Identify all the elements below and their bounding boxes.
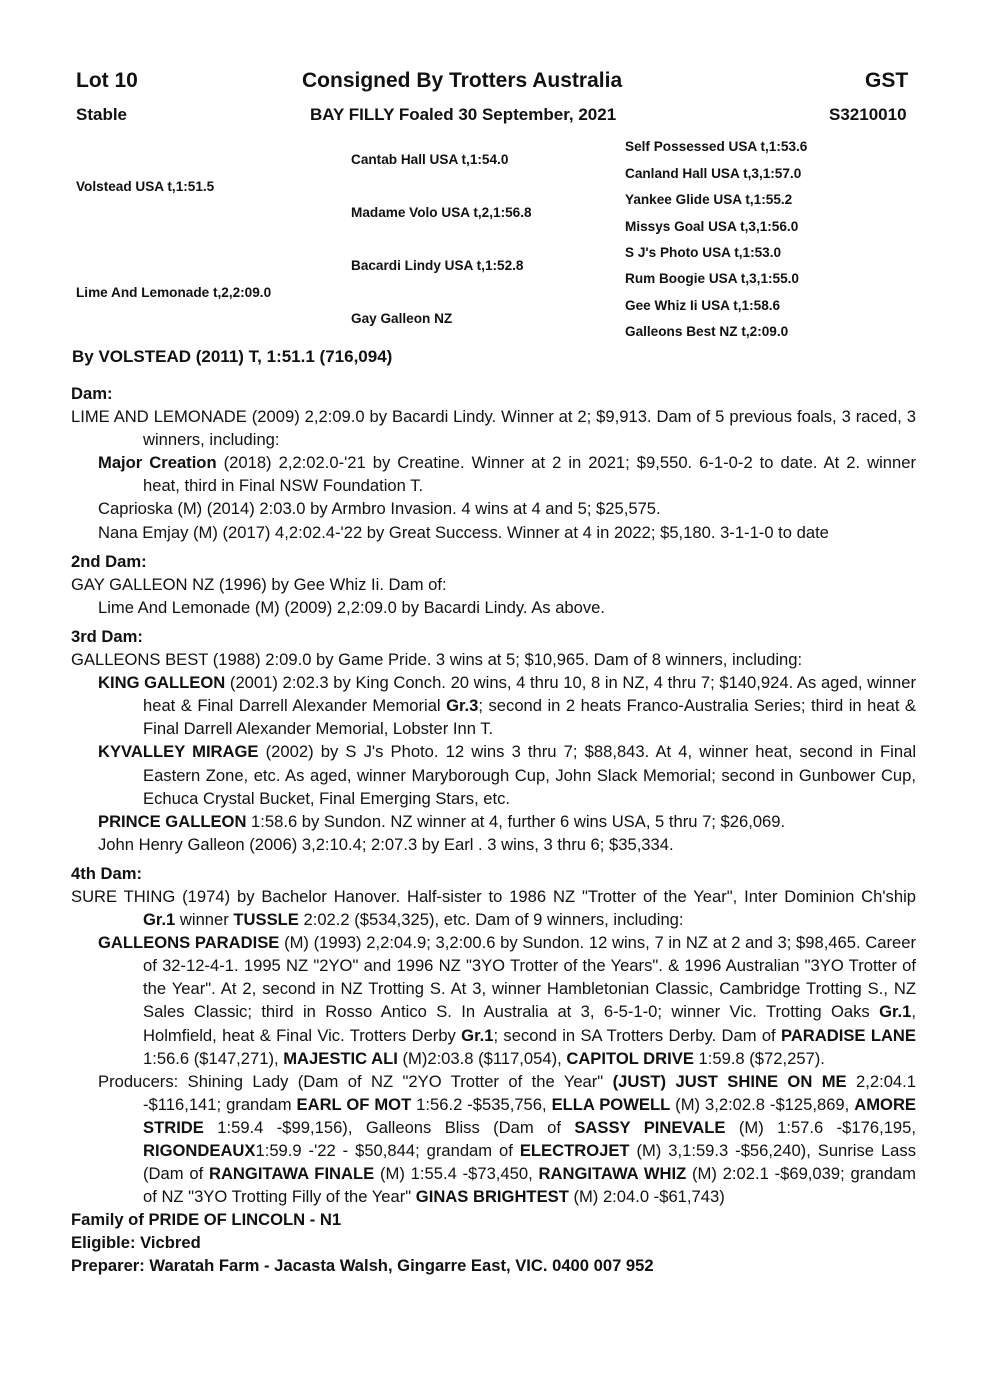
pedigree-g1: Self Possessed USA t,1:53.6 bbox=[625, 139, 808, 154]
sire-line: By VOLSTEAD (2011) T, 1:51.1 (716,094) bbox=[72, 347, 393, 366]
dam3-progeny-4: John Henry Galleon (2006) 3,2:10.4; 2:07.3 by Earl . 3 wins, 3 thru 6; $35,334. bbox=[98, 834, 674, 854]
pedigree-g2: Canland Hall USA t,3,1:57.0 bbox=[625, 166, 802, 181]
progeny-name: CAPITOL DRIVE bbox=[566, 1048, 694, 1068]
progeny-name: RANGITAWA FINALE bbox=[208, 1164, 375, 1184]
horse-description: BAY FILLY Foaled 30 September, 2021 bbox=[310, 105, 617, 124]
pedigree-g5: S J's Photo USA t,1:53.0 bbox=[625, 245, 782, 260]
group-badge: Gr.3 bbox=[446, 696, 479, 716]
pedigree-dam-dam: Gay Galleon NZ bbox=[351, 311, 453, 326]
progeny-name: GALLEONS PARADISE bbox=[98, 933, 280, 953]
progeny-name: PARADISE LANE bbox=[780, 1025, 916, 1045]
dam-progeny-3: Nana Emjay (M) (2017) 4,2:02.4-'22 by Great Success. Winner at 4 in 2022; $5,180. 3-1-1-0 to date bbox=[98, 522, 829, 542]
consignor: Consigned By Trotters Australia bbox=[302, 69, 623, 92]
pedigree-g6: Rum Boogie USA t,3,1:55.0 bbox=[625, 271, 799, 286]
progeny-name: KYVALLEY MIRAGE bbox=[98, 742, 259, 762]
preparer-line: Preparer: Waratah Farm - Jacasta Walsh, Gingarre East, VIC. 0400 007 952 bbox=[71, 1256, 654, 1276]
dam4-heading: 4th Dam: bbox=[71, 863, 142, 883]
progeny-name: PRINCE GALLEON bbox=[98, 811, 247, 831]
stable-label: Stable bbox=[76, 105, 128, 124]
pedigree-g3: Yankee Glide USA t,1:55.2 bbox=[625, 192, 793, 207]
pedigree-g8: Galleons Best NZ t,2:09.0 bbox=[625, 324, 789, 339]
progeny-name: ELECTROJET bbox=[519, 1141, 630, 1160]
progeny-name: AMORE STRIDE bbox=[143, 1094, 916, 1137]
progeny-name: KING GALLEON bbox=[98, 673, 226, 693]
progeny-name: EARL OF MOT bbox=[296, 1094, 412, 1114]
gst-label: GST bbox=[865, 69, 909, 92]
lot-code: S3210010 bbox=[829, 105, 907, 124]
progeny-name: Major Creation bbox=[98, 453, 217, 473]
catalogue-body bbox=[71, 378, 916, 1278]
lot-number: Lot 10 bbox=[76, 69, 138, 92]
pedigree-g4: Missys Goal USA t,3,1:56.0 bbox=[625, 219, 799, 234]
group-badge: Gr.1 bbox=[143, 910, 176, 930]
progeny-name: ELLA POWELL bbox=[551, 1094, 671, 1114]
dam3-progeny-2: KYVALLEY MIRAGE (2002) by S J's Photo. 12 wins 3 thru 7; $88,843. At 4, winner heat, second in Final Eastern Zone, etc. As aged, winner Maryborough Cup, John Slack Memorial; second in Gunbower Cup, Echuca Crystal Bucket, Final Emerging Stars, etc. bbox=[98, 742, 916, 808]
dam3-intro: GALLEONS BEST (1988) 2:09.0 by Game Pride. 3 wins at 5; $10,965. Dam of 8 winners, including: bbox=[71, 650, 803, 670]
dam-progeny-1: Major Creation (2018) 2,2:02.0-'21 by Creatine. Winner at 2 in 2021; $9,550. 6-1-0-2 to date. At 2. winner heat, third in Final NSW Foundation T. bbox=[98, 453, 916, 496]
dam-progeny-2: Caprioska (M) (2014) 2:03.0 by Armbro Invasion. 4 wins at 4 and 5; $25,575. bbox=[98, 499, 661, 519]
dam4-progeny-1: GALLEONS PARADISE (M) (1993) 2,2:04.9; 3,2:00.6 by Sundon. 12 wins, 7 in NZ at 2 and 3; $98,465. Career of 32-12-4-1. 1995 NZ "2YO" and 1996 NZ "3YO Trotter of the Years". & 1996 Australian "3YO Trotter of the Year". At 2, second in NZ Trotting S. At 3, winner Hambletonian Classic, Cambridge Trotting S., NZ Sales Classic; third in Rosso Antico S. In Australia at 3, 6-5-1-0; winner Vic. Trotting Oaks Gr.1, Holmfield, heat & Final Vic. Trotters Derby Gr.1; second in SA Trotters Derby. Dam of PARADISE LANE 1:56.6 ($147,271), MAJESTIC ALI (M)2:03.8 ($117,054), CAPITOL DRIVE 1:59.8 ($72,257). bbox=[98, 933, 916, 1068]
dam3-heading: 3rd Dam: bbox=[71, 626, 143, 646]
dam3-progeny-3: PRINCE GALLEON 1:58.6 by Sundon. NZ winner at 4, further 6 wins USA, 5 thru 7; $26,069. bbox=[98, 811, 786, 831]
progeny-name: RANGITAWA WHIZ bbox=[538, 1164, 687, 1184]
progeny-name: (JUST) JUST SHINE ON ME bbox=[612, 1071, 847, 1091]
progeny-name: TUSSLE bbox=[233, 910, 299, 930]
progeny-name: GINAS BRIGHTEST bbox=[415, 1187, 569, 1207]
dam3-progeny-1: KING GALLEON (2001) 2:02.3 by King Conch. 20 wins, 4 thru 10, 8 in NZ, 4 thru 7; $140,924. As aged, winner heat & Final Darrell Alexander Memorial Gr.3; second in 2 heats Franco-Australia Series; third in heat & Final Darrell Alexander Memorial, Lobster Inn T. bbox=[98, 673, 916, 739]
dam2-intro: GAY GALLEON NZ (1996) by Gee Whiz Ii. Dam of: bbox=[71, 574, 447, 594]
progeny-name: SASSY PINEVALE bbox=[574, 1117, 726, 1137]
dam4-intro: SURE THING (1974) by Bachelor Hanover. Half-sister to 1986 NZ "Trotter of the Year", Inter Dominion Ch'ship Gr.1 winner TUSSLE 2:02.2 ($534,325), etc. Dam of 9 winners, including: bbox=[71, 886, 916, 930]
pedigree-sire-dam: Madame Volo USA t,2,1:56.8 bbox=[351, 205, 532, 220]
dam2-heading: 2nd Dam: bbox=[71, 551, 147, 571]
group-badge: Gr.1 bbox=[461, 1025, 494, 1045]
dam-intro: LIME AND LEMONADE (2009) 2,2:09.0 by Bacardi Lindy. Winner at 2; $9,913. Dam of 5 previous foals, 3 raced, 3 winners, including: bbox=[71, 407, 916, 450]
pedigree-dam: Lime And Lemonade t,2,2:09.0 bbox=[76, 285, 272, 300]
dam4-producers: Producers: Shining Lady (Dam of NZ "2YO Trotter of the Year" (JUST) JUST SHINE ON ME 2,2:04.1 -$116,141; grandam EARL OF MOT 1:56.2 -$535,756, ELLA POWELL (M) 3,2:02.8 -$125,869, AMORE STRIDE 1:59.4 -$99,156), Galleons Bliss (Dam of SASSY PINEVALE (M) 1:57.6 -$176,195, RIGONDEAUX1:59.9 -'22 - $50,844; grandam of ELECTROJET (M) 3,1:59.3 -$56,240), Sunrise Lass (Dam of RANGITAWA FINALE (M) 1:55.4 -$73,450, RANGITAWA WHIZ (M) 2:02.1 -$69,039; grandam of NZ "3YO Trotting Filly of the Year" GINAS BRIGHTEST (M) 2:04.0 -$61,743) bbox=[98, 1071, 916, 1207]
family-line: Family of PRIDE OF LINCOLN - N1 bbox=[71, 1210, 342, 1230]
pedigree-g7: Gee Whiz Ii USA t,1:58.6 bbox=[625, 298, 781, 313]
pedigree-sire: Volstead USA t,1:51.5 bbox=[76, 179, 215, 194]
pedigree-dam-sire: Bacardi Lindy USA t,1:52.8 bbox=[351, 258, 524, 273]
progeny-name: MAJESTIC ALI bbox=[283, 1048, 398, 1068]
group-badge: Gr.1 bbox=[879, 1002, 912, 1022]
eligible-line: Eligible: Vicbred bbox=[71, 1233, 201, 1253]
dam-heading: Dam: bbox=[71, 384, 113, 403]
progeny-name: RIGONDEAUX bbox=[143, 1141, 256, 1160]
pedigree-sire-sire: Cantab Hall USA t,1:54.0 bbox=[351, 152, 509, 167]
dam2-progeny-1: Lime And Lemonade (M) (2009) 2,2:09.0 by Bacardi Lindy. As above. bbox=[98, 597, 606, 617]
